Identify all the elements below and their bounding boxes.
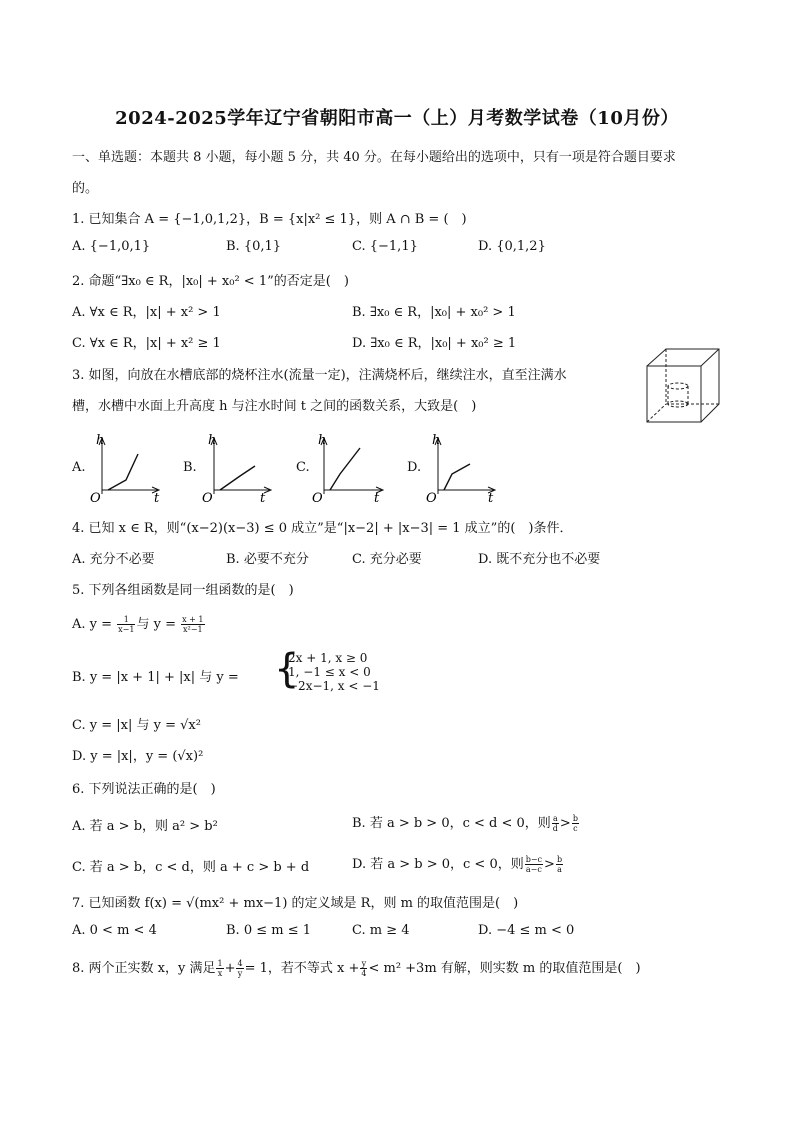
q3c-axis-h: h: [318, 433, 327, 448]
q5-option-d: D. y = |x|，y = (√x)²: [72, 749, 204, 764]
q6d-prefix: D. 若 a > b > 0，c < 0，则: [352, 857, 524, 872]
q3-option-d-label: D.: [407, 460, 422, 475]
q3-stem-line1: 3. 如图，向放在水槽底部的烧杯注水(流量一定)，注满烧杯后，继续注水，直至注满水: [72, 368, 567, 383]
piecewise-brace: {: [274, 646, 300, 692]
q8-suffix: < m² +3m 有解，则实数 m 的取值范围是( ): [368, 961, 641, 976]
q6d-fraction-2: $\frac{b}{a}$: [556, 855, 563, 874]
q6d-fraction-1: $\frac{b-c}{a-c}$: [525, 855, 543, 874]
q4-option-a: A. 充分不必要: [72, 552, 155, 567]
q5a-prefix: A. y =: [72, 617, 117, 632]
q8-prefix: 8. 两个正实数 x，y 满足: [72, 961, 216, 976]
q5a-f1-den: x−1: [118, 625, 135, 634]
q5-option-b-prefix: B. y = |x + 1| + |x| 与 y =: [72, 670, 239, 685]
q7-option-c: C. m ≥ 4: [352, 923, 410, 938]
q3a-origin: O: [90, 491, 101, 504]
q5a-fraction-2: [181, 615, 204, 634]
q3-graph-b: [200, 430, 280, 504]
q6b-prefix: B. 若 a > b > 0，c < d < 0，则: [352, 816, 551, 831]
q5b-piece-1: 2x + 1, x ≥ 0: [288, 651, 368, 665]
q3c-axis-t: t: [374, 491, 380, 504]
q8-fraction-3: $\frac{y}{4}$: [361, 959, 367, 978]
q1-option-a: A. {−1,0,1}: [72, 239, 151, 254]
q7-option-a: A. 0 < m < 4: [72, 923, 157, 938]
q6b-fraction-1: $\frac{a}{d}$: [552, 814, 558, 833]
q4-option-c: C. 充分必要: [352, 552, 422, 567]
q3-option-b-label: B.: [183, 460, 197, 475]
q4-stem: 4. 已知 x ∈ R，则“(x−2)(x−3) ≤ 0 成立”是“|x−2| + |x−3| = 1 成立”的( )条件．: [72, 521, 573, 536]
q6-option-b: [352, 812, 580, 833]
q6-option-d: [352, 853, 564, 874]
section-heading-line1: 一、单选题：本题共 8 小题，每小题 5 分，共 40 分。在每小题给出的选项中，只有一项是符合题目要求: [72, 150, 676, 165]
q2-option-a: A. ∀x ∈ R，|x| + x² > 1: [72, 305, 221, 320]
q5a-f1-num: 1: [117, 615, 135, 625]
q1-option-c: C. {−1,1}: [352, 239, 418, 254]
q4-option-b: B. 必要不充分: [226, 552, 309, 567]
q2-stem: 2. 命题“∃x₀ ∈ R，|x₀| + x₀² < 1”的否定是( ): [72, 274, 349, 289]
q6-stem: 6. 下列说法正确的是( ): [72, 782, 216, 797]
q3d-origin: O: [426, 491, 437, 504]
q3a-axis-t: t: [154, 491, 160, 504]
q5b-piece-3: −2x−1, x < −1: [288, 679, 380, 693]
q8-mid: = 1，若不等式 x +: [244, 961, 360, 976]
q3-graph-a: [88, 430, 168, 504]
q3-graph-c: [310, 430, 390, 504]
q6d-operator: >: [544, 857, 555, 872]
q7-stem: 7. 已知函数 f(x) = √(mx² + mx−1) 的定义域是 R，则 m 的取值范围是( ): [72, 896, 519, 911]
q6-option-a: A. 若 a > b，则 a² > b²: [72, 819, 218, 834]
q3b-axis-t: t: [260, 491, 266, 504]
q2-option-d: D. ∃x₀ ∈ R，|x₀| + x₀² ≥ 1: [352, 336, 517, 351]
q3b-axis-h: h: [208, 433, 217, 448]
q3a-axis-h: h: [96, 433, 105, 448]
q7-option-b: B. 0 ≤ m ≤ 1: [226, 923, 312, 938]
q5a-fraction-1: [117, 615, 135, 634]
q2-option-c: C. ∀x ∈ R，|x| + x² ≥ 1: [72, 336, 221, 351]
q6-option-c: C. 若 a > b，c < d，则 a + c > b + d: [72, 860, 310, 875]
q4-option-d: D. 既不充分也不必要: [478, 552, 601, 567]
page-title: 2024-2025学年辽宁省朝阳市高一（上）月考数学试卷（10月份）: [115, 108, 679, 129]
q5-stem: 5. 下列各组函数是同一组函数的是( ): [72, 583, 294, 598]
q8-fraction-2: $\frac{4}{y}$: [237, 959, 243, 978]
q3-stem-line2: 槽，水槽中水面上升高度 h 与注水时间 t 之间的函数关系，大致是( ): [72, 399, 477, 414]
q3-option-a-label: A.: [72, 460, 86, 475]
q3-graph-d: [424, 430, 504, 504]
q5a-mid: 与 y =: [136, 617, 181, 632]
section-heading-line2: 的。: [72, 181, 99, 196]
q5b-piece-2: 1, −1 ≤ x < 0: [288, 665, 371, 679]
q1-option-d: D. {0,1,2}: [478, 239, 546, 254]
q5a-f2-num: x + 1: [182, 615, 204, 624]
q3d-axis-t: t: [488, 491, 494, 504]
q2-option-b: B. ∃x₀ ∈ R，|x₀| + x₀² > 1: [352, 305, 516, 320]
q5-option-a: [72, 613, 206, 634]
q1-stem: 1. 已知集合 A = {−1,0,1,2}，B = {x|x² ≤ 1}，则 A ∩ B = ( ): [72, 212, 467, 227]
q8-stem: [72, 957, 641, 978]
q6b-fraction-2: $\frac{b}{c}$: [572, 814, 578, 833]
q3d-axis-h: h: [432, 433, 441, 448]
q8-fraction-1: $\frac{1}{x}$: [217, 959, 223, 978]
q7-option-d: D. −4 ≤ m < 0: [478, 923, 575, 938]
water-tank-cube-figure: [644, 346, 722, 426]
q3-option-c-label: C.: [296, 460, 310, 475]
q8-plus: +: [224, 961, 236, 976]
q3c-origin: O: [312, 491, 323, 504]
q1-option-b: B. {0,1}: [226, 239, 282, 254]
q6b-operator: >: [559, 816, 571, 831]
q5a-f2-den: x²−1: [183, 625, 203, 634]
q5-option-c: C. y = |x| 与 y = √x²: [72, 718, 201, 733]
q3b-origin: O: [202, 491, 213, 504]
